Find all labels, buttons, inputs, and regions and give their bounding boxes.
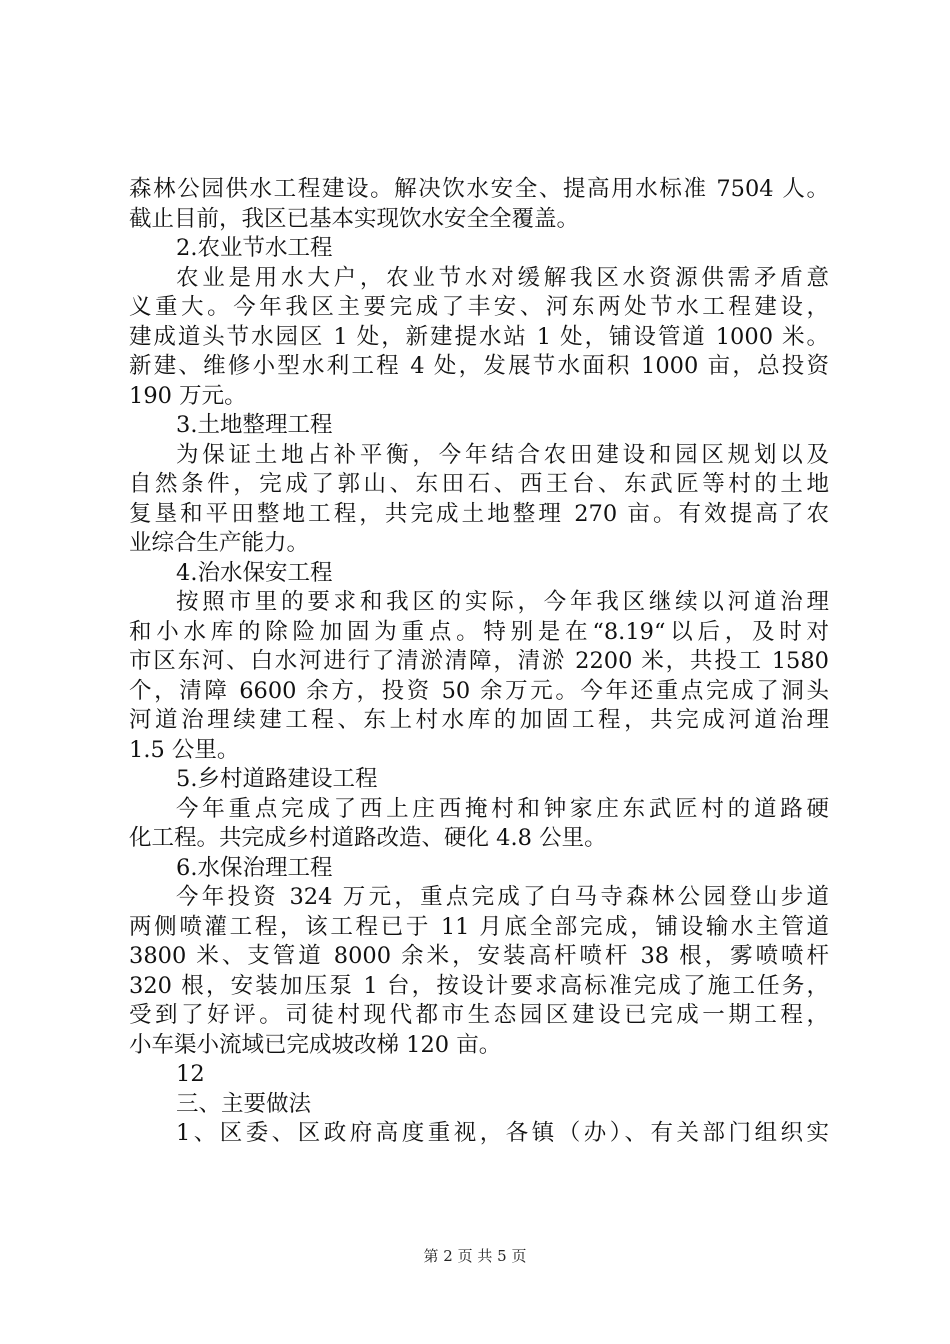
section-heading: 6.水保治理工程 (176, 854, 333, 881)
text-line: 截止目前，我区已基本实现饮水安全全覆盖。 (129, 205, 580, 232)
text-line: 受到了好评。司徒村现代都市生态园区建设已完成一期工程， (129, 1002, 829, 1028)
section-heading: 2.农业节水工程 (176, 235, 333, 261)
section-heading: 5.乡村道路建设工程 (176, 766, 378, 792)
text-line: 新建、维修小型水利工程 4 处，发展节水面积 1000 亩，总投资 (129, 353, 829, 379)
text-line: 自然条件，完成了郭山、东田石、西王台、东武匠等村的土地 (129, 471, 829, 497)
text-line: 小车渠小流域已完成坡改梯 120 亩。 (129, 1031, 502, 1058)
text-line: 今年重点完成了西上庄西掩村和钟家庄东武匠村的道路硬 (176, 795, 829, 822)
text-line: 1.5 公里。 (129, 736, 240, 763)
section-heading: 4.治水保安工程 (176, 559, 333, 586)
text-line: 市区东河、白水河进行了清淤清障，清淤 2200 米，共投工 1580 (129, 648, 829, 674)
text-line: 复垦和平田整地工程，共完成土地整理 270 亩。有效提高了农 (129, 500, 829, 527)
text-line: 两侧喷灌工程，该工程已于 11 月底全部完成，铺设输水主管道 (129, 913, 829, 940)
text-line: 今年投资 324 万元，重点完成了白马寺森林公园登山步道 (176, 884, 829, 910)
text-line: 业综合生产能力。 (129, 530, 310, 556)
text-line: 3800 米、支管道 8000 余米，安装高杆喷杆 38 根，雾喷喷杆 (129, 943, 829, 969)
text-line: 化工程。共完成乡村道路改造、硬化 4.8 公里。 (129, 825, 607, 851)
text-line: 个，清障 6600 余方，投资 50 余万元。今年还重点完成了洞头 (129, 677, 829, 704)
text-line: 和小水库的除险加固为重点。特别是在“8.19“以后，及时对 (129, 618, 829, 645)
text-line: 河道治理续建工程、东上村水库的加固工程，共完成河道治理 (129, 707, 829, 733)
text-line: 为保证土地占补平衡，今年结合农田建设和园区规划以及 (176, 441, 829, 468)
text-line: 义重大。今年我区主要完成了丰安、河东两处节水工程建设， (129, 294, 829, 320)
page-footer: 第 2 页 共 5 页 (423, 1247, 527, 1265)
body-text (129, 175, 829, 1149)
text-line: 森林公园供水工程建设。解决饮水安全、提高用水标准 7504 人。 (129, 176, 829, 202)
text-line: 190 万元。 (129, 382, 247, 409)
text-line: 320 根，安装加压泵 1 台，按设计要求高标准完成了施工任务， (129, 972, 829, 999)
text-line: 农业是用水大户，农业节水对缓解我区水资源供需矛盾意 (176, 264, 829, 291)
page-number-inline: 12 (176, 1061, 205, 1087)
text-line: 建成道头节水园区 1 处，新建提水站 1 处，铺设管道 1000 米。 (129, 323, 829, 350)
section-heading: 3.土地整理工程 (176, 412, 333, 438)
text-line: 按照市里的要求和我区的实际，今年我区继续以河道治理 (176, 589, 829, 615)
section-heading: 三、主要做法 (176, 1090, 312, 1117)
text-line: 1、区委、区政府高度重视，各镇（办）、有关部门组织实 (176, 1120, 829, 1146)
